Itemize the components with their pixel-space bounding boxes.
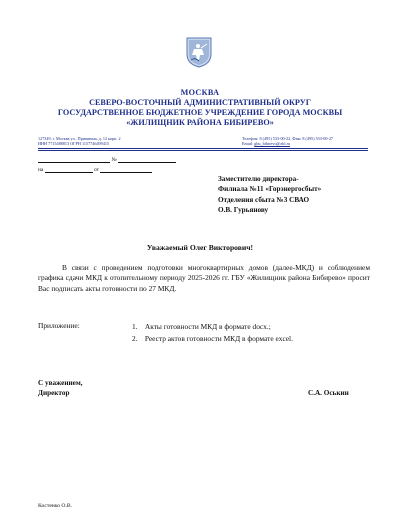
greeting: Уважаемый Олег Викторович! <box>146 243 254 252</box>
list-item-number: 2. <box>132 334 138 344</box>
header-city: МОСКВА <box>180 88 220 97</box>
contact-left-block <box>38 136 121 146</box>
org-address: 127349, г. Москва ул., Пришвина, д. 12 корп. 2 <box>38 136 121 141</box>
executor-name: Костенко О.В. <box>38 503 72 509</box>
list-item <box>132 321 293 333</box>
header-institution: ГОСУДАРСТВЕННОЕ БЮДЖЕТНОЕ УЧРЕЖДЕНИЕ ГОРОДА МОСКВЫ <box>57 108 343 117</box>
addressee-block <box>218 174 321 215</box>
header-org-name: «ЖИЛИЩНИК РАЙОНА БИБИРЕВО» <box>126 118 274 127</box>
signer-position: Директор <box>38 388 70 397</box>
registration-number-line <box>38 157 176 163</box>
list-item-number: 1. <box>132 322 138 331</box>
reg-on-label: на <box>38 167 44 173</box>
header-divider-bottom <box>38 150 368 151</box>
org-email-label: Email: <box>242 141 254 146</box>
addressee-line: Отделения сбыта №3 СВАО <box>218 195 310 204</box>
reg-ref-number-blank <box>45 167 93 173</box>
signer-name: С.А. Оськин <box>308 388 349 397</box>
closing-regards: С уважением, <box>38 379 83 387</box>
reg-from-label: от <box>94 167 99 173</box>
list-item-text: Акты готовности МКД в формате docx.; <box>144 322 271 331</box>
contact-right-block <box>242 136 333 146</box>
addressee-line: Филиала №11 «Горэнергосбыт» <box>218 185 322 194</box>
reg-ref-date-blank <box>100 167 152 173</box>
org-email-line <box>242 141 333 146</box>
registration-ref-line <box>38 167 152 173</box>
org-inn-ogrn: ИНН 7715488813 ОГРН 1157746499415 <box>38 141 110 146</box>
letter-body: В связи с проведением подготовки многоквартирных домов (далее-МКД) и соблюдением графика сдачи МКД к отопительному периоду 2025-2026 гг. ГБУ «Жилищник района Бибирево» просит Вас подписать акты готовности по 27 МКД. <box>38 263 370 293</box>
header-district: СЕВЕРО-ВОСТОЧНЫЙ АДМИНИСТРАТИВНЫЙ ОКРУГ <box>89 98 311 107</box>
reg-number-label: № <box>111 157 117 163</box>
attachments-list <box>132 321 293 346</box>
list-item <box>132 333 293 345</box>
addressee-line: Заместителю директора- <box>218 175 299 183</box>
attachments-label: Приложение: <box>38 321 80 330</box>
moscow-coat-of-arms-icon <box>185 36 213 68</box>
org-email-link[interactable]: gbu_bibirevo@zhl.ru <box>254 141 291 146</box>
closing-block <box>38 379 83 398</box>
reg-date-blank <box>38 157 110 163</box>
reg-number-blank <box>118 157 176 163</box>
addressee-line: О.В. Гурьянову <box>218 205 269 214</box>
list-item-text: Реестр актов готовности МКД в формате excel. <box>144 334 293 344</box>
org-phone-fax: Телефон: 8 (495) 533-00-22, Факс 8 (495) 533-00-27 <box>242 136 334 141</box>
